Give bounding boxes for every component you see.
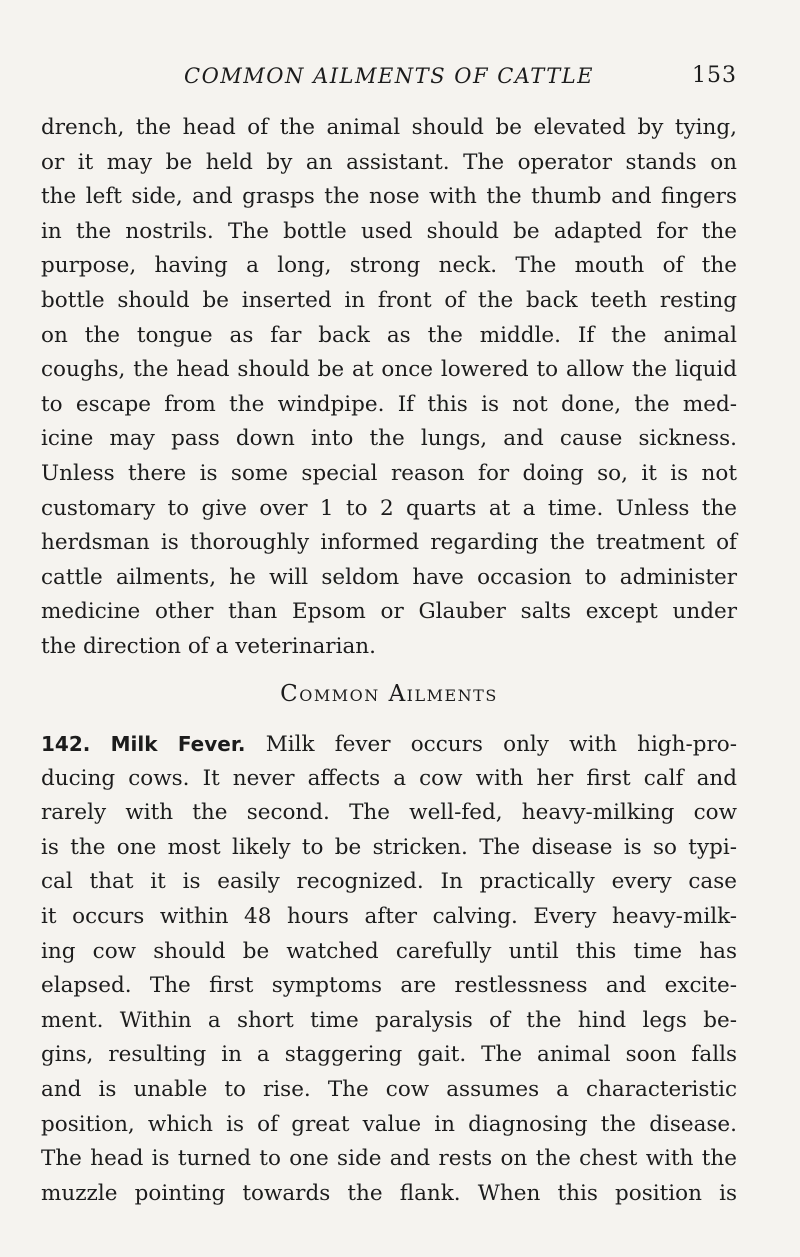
- body-line: bottle should be inserted in front of the back teeth resting: [41, 288, 737, 313]
- body-line: in the nostrils. The bottle used should be adapted for the: [41, 218, 737, 244]
- body-line: herdsman is thoroughly informed regarding the treatment of: [41, 530, 737, 556]
- section-line: is the one most likely to be stricken. The disease is so typi-: [41, 834, 737, 860]
- section-line: elapsed. The first symptoms are restlessness and excite-: [41, 973, 737, 999]
- section-line: it occurs within 48 hours after calving. Every heavy-milk-: [41, 904, 737, 929]
- paragraph-number: 142.: [41, 732, 91, 756]
- body-line: drench, the head of the animal should be elevated by tying,: [41, 115, 737, 140]
- section-line: ducing cows. It never affects a cow with her first calf and: [41, 765, 737, 791]
- section-line: rarely with the second. The well-fed, heavy-milking cow: [41, 800, 737, 826]
- paragraph-142-first-line: [41, 727, 737, 761]
- body-line: on the tongue as far back as the middle. If the animal: [41, 322, 737, 348]
- page-number: 153: [692, 63, 737, 88]
- section-line: ing cow should be watched carefully until this time has: [41, 938, 737, 964]
- section-line: position, which is of great value in diagnosing the disease.: [41, 1111, 737, 1137]
- section-line: gins, resulting in a staggering gait. The animal soon falls: [41, 1042, 737, 1068]
- body-line: to escape from the windpipe. If this is not done, the med-: [41, 391, 737, 417]
- body-line: customary to give over 1 to 2 quarts at a time. Unless the: [41, 495, 737, 521]
- body-line: the left side, and grasps the nose with the thumb and fingers: [41, 184, 737, 210]
- section-line: The head is turned to one side and rests on the chest with the: [41, 1146, 737, 1172]
- running-head: [41, 62, 737, 94]
- section-line: muzzle pointing towards the flank. When this position is: [41, 1180, 737, 1206]
- paragraph-title: Milk Fever.: [110, 732, 246, 756]
- section-line: ment. Within a short time paralysis of the hind legs be-: [41, 1007, 737, 1033]
- running-title: COMMON AILMENTS OF CATTLE: [184, 64, 594, 88]
- section-line: cal that it is easily recognized. In practically every case: [41, 869, 737, 895]
- body-line: coughs, the head should be at once lowered to allow the liquid: [41, 357, 737, 383]
- body-line: or it may be held by an assistant. The operator stands on: [41, 149, 737, 175]
- section-heading: Common Ailments: [280, 681, 498, 707]
- body-line: medicine other than Epsom or Glauber salts except under: [41, 599, 737, 625]
- paragraph-first-line-text: Milk fever occurs only with high-pro-: [265, 732, 737, 757]
- body-line: cattle ailments, he will seldom have occasion to administer: [41, 564, 737, 590]
- body-line: Unless there is some special reason for doing so, it is not: [41, 461, 737, 486]
- body-line: purpose, having a long, strong neck. The mouth of the: [41, 253, 737, 279]
- section-line: and is unable to rise. The cow assumes a characteristic: [41, 1077, 737, 1102]
- body-line: icine may pass down into the lungs, and cause sickness.: [41, 426, 737, 452]
- body-line: the direction of a veterinarian.: [41, 634, 376, 659]
